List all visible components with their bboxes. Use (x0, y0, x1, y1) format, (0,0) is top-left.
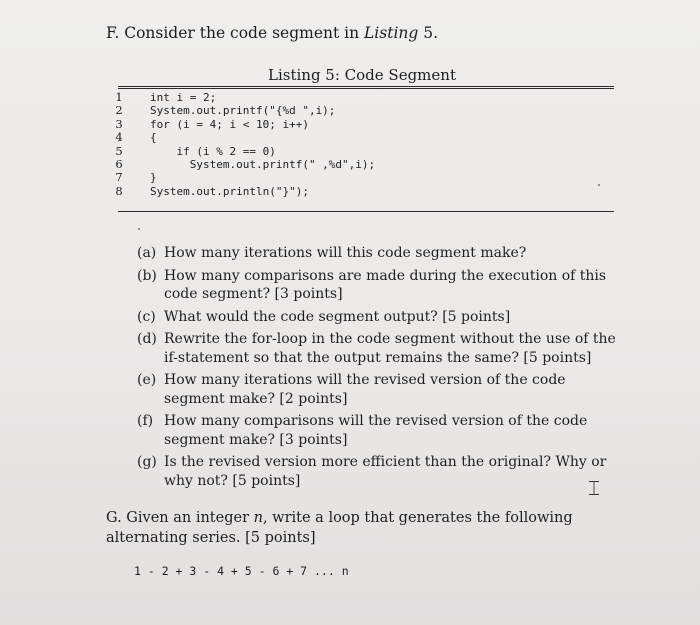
question-item (137, 244, 617, 263)
line-number: 3 (115, 116, 123, 131)
question-item (137, 412, 617, 449)
listing-top-rule (118, 86, 614, 87)
code-text: { (150, 131, 157, 145)
section-g-var: n (253, 510, 263, 526)
section-g-text: Given an integer (126, 510, 254, 526)
section-g-text-after: , write a loop that generates the following alternating series. [5 points] (106, 510, 573, 546)
speck (598, 184, 600, 186)
code-text: } (150, 171, 157, 185)
question-item (137, 453, 617, 490)
question-label: (c) (137, 308, 156, 325)
question-label: (d) (137, 331, 157, 347)
section-g-heading (106, 508, 626, 548)
line-number: 6 (115, 156, 123, 171)
question-label: (b) (137, 267, 157, 284)
code-text: for (i = 4; i < 10; i++) (150, 117, 309, 131)
alternating-series: 1 - 2 + 3 - 4 + 5 - 6 + 7 ... n (134, 564, 349, 578)
line-number: 1 (115, 90, 123, 104)
question-item (137, 267, 617, 304)
section-g-label: G. (106, 510, 122, 526)
section-f-listing-ref: Listing (364, 24, 419, 42)
question-item (137, 330, 617, 367)
question-text: Is the revised version more efficient than the original? Why or why not? [5 points] (164, 454, 607, 489)
section-f-heading (106, 24, 438, 42)
text-cursor-icon: ⌶ (588, 476, 600, 500)
question-label: (g) (137, 454, 157, 470)
question-text: How many iterations will this code segment make? (164, 245, 527, 261)
question-text: What would the code segment output? [5 points] (164, 308, 511, 325)
code-text: System.out.printf(" ,%d",i); (150, 157, 376, 171)
line-number: 7 (115, 170, 123, 185)
speck (138, 228, 140, 230)
line-number: 5 (115, 143, 123, 158)
question-label: (a) (137, 245, 157, 261)
question-text: How many comparisons are made during the execution of this code segment? [3 points] (164, 267, 607, 302)
question-text: Rewrite the for-loop in the code segment without the use of the if-statement so that the output remains the same? [5 points] (164, 331, 616, 366)
question-label: (f) (137, 413, 154, 429)
question-text: How many comparisons will the revised version of the code segment make? [3 points] (164, 413, 588, 448)
line-number: 4 (115, 130, 123, 145)
code-text: System.out.println("}"); (150, 184, 309, 198)
listing-bottom-rule (118, 211, 614, 212)
line-number: 2 (115, 103, 123, 118)
question-item (137, 308, 617, 327)
listing-top-rule-2 (118, 88, 614, 89)
question-label: (e) (137, 372, 157, 388)
section-f-text: Consider the code segment in (124, 24, 365, 42)
code-text: System.out.printf("{%d ",i); (150, 104, 336, 118)
question-item (137, 371, 617, 408)
listing-caption: Listing 5: Code Segment (268, 66, 456, 84)
line-number: 8 (115, 183, 123, 198)
code-text: int i = 2; (150, 91, 217, 104)
section-f-label: F. (106, 24, 120, 42)
code-text: if (i % 2 == 0) (150, 144, 276, 158)
question-list (137, 244, 617, 494)
section-f-text-after: 5. (418, 24, 439, 42)
question-text: How many iterations will the revised version of the code segment make? [2 points] (164, 372, 566, 407)
